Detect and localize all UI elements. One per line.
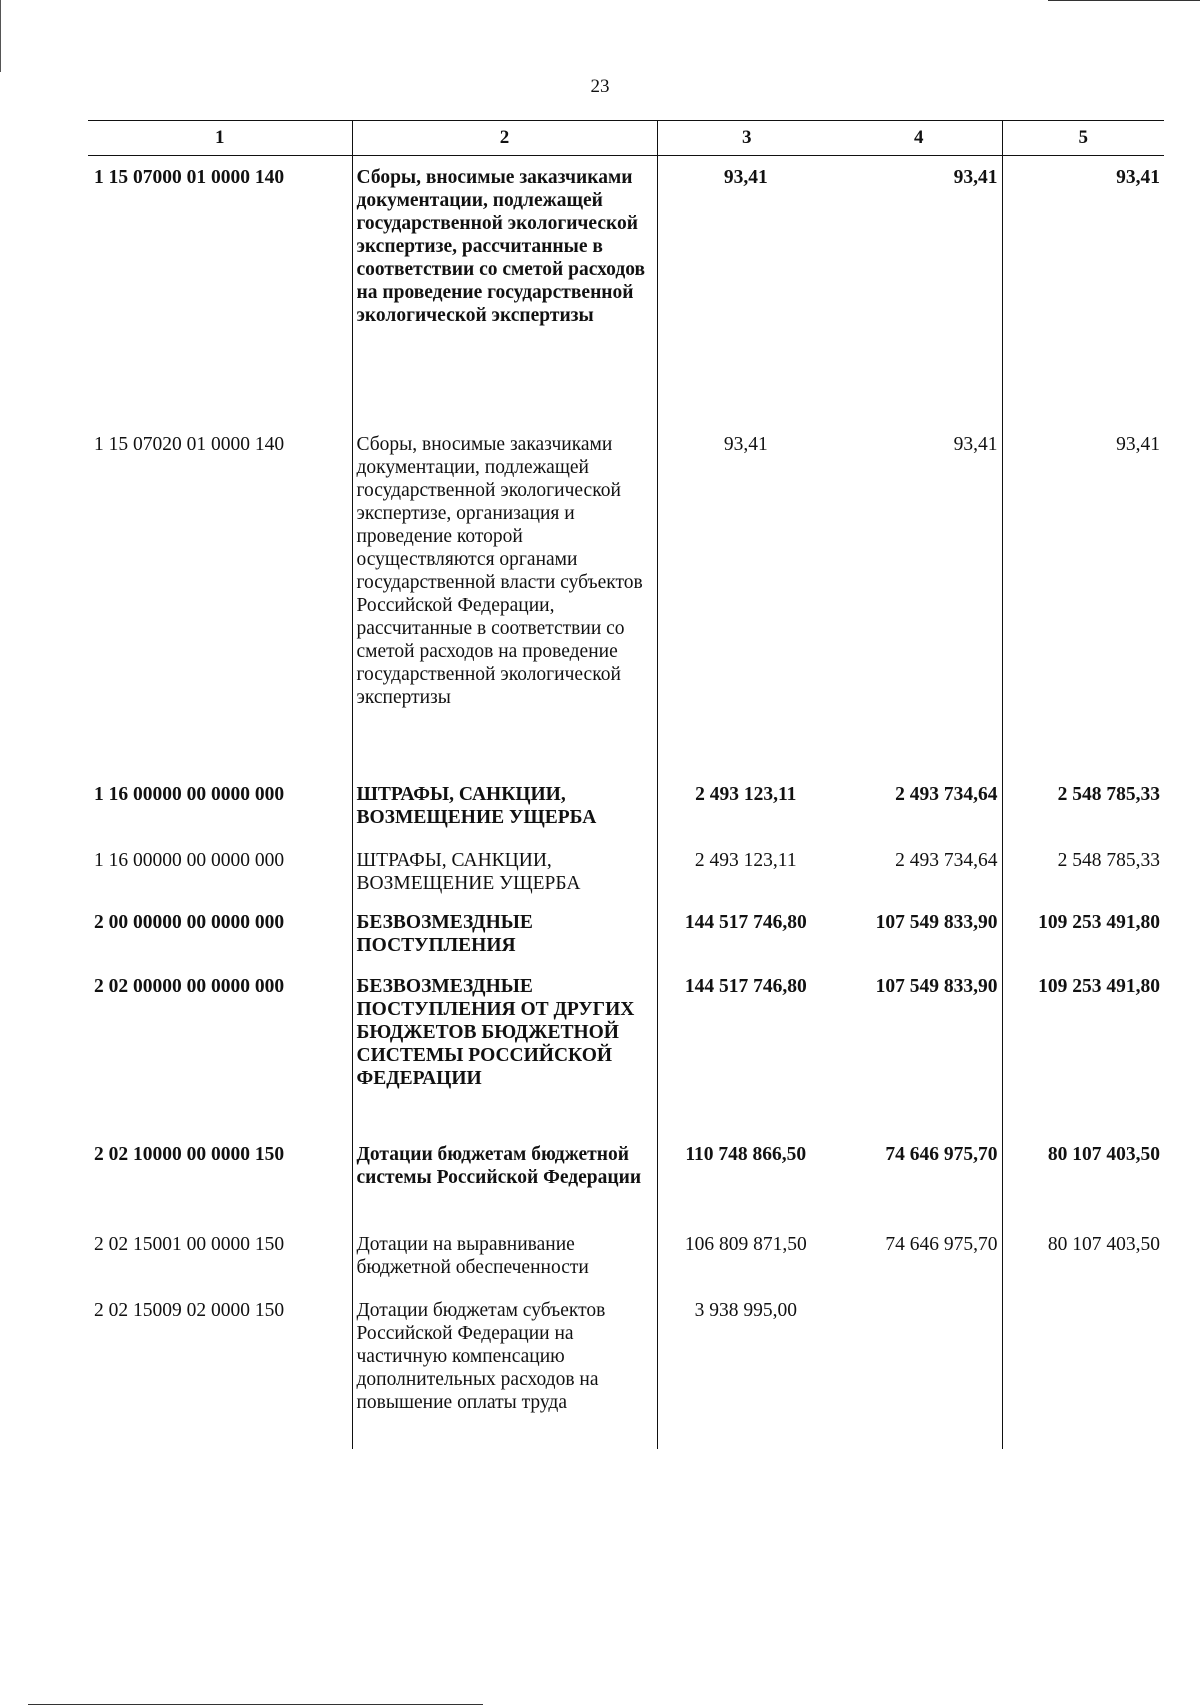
row-value-4: 2 493 734,64: [895, 850, 998, 871]
row-name: Сборы, вносимые заказчиками документации, подлежащей государственной экологической экспертизе, организация и проведение которой осуществляются органами государственной власти субъектов Российской Федерации, рассчитанные в соответствии со сметой расходов на проведение государственной экологической экспертизы: [352, 431, 657, 781]
row-name: Сборы, вносимые заказчиками документации, подлежащей государственной экологической экспертизе, рассчитанные в соответствии со сметой расходов на проведение государственной экологической экспертизы: [352, 156, 657, 432]
row-value-4: 2 493 734,64: [895, 784, 998, 805]
row-value-5: 2 548 785,33: [1002, 781, 1164, 847]
row-value-4: 74 646 975,70: [885, 1144, 998, 1165]
table-row: [88, 1141, 1164, 1231]
scan-top-line: [1048, 0, 1200, 1]
table-row: [88, 1297, 1164, 1449]
column-header-2: 2: [352, 121, 657, 156]
budget-revenue-table: [88, 120, 1164, 1449]
column-header-4: 4: [836, 121, 1002, 156]
row-code: 1 15 07020 01 0000 140: [94, 434, 285, 455]
column-header-3: 3: [657, 121, 836, 156]
row-name: БЕЗВОЗМЕЗДНЫЕ ПОСТУПЛЕНИЯ: [352, 909, 657, 973]
row-value-5: 80 107 403,50: [1002, 1231, 1164, 1297]
row-code: 2 02 15001 00 0000 150: [94, 1234, 285, 1255]
row-code: 2 02 00000 00 0000 000: [94, 976, 285, 997]
row-value-3: 2 493 123,11: [657, 781, 836, 847]
row-value-4: [836, 1297, 1002, 1449]
row-code: 2 02 10000 00 0000 150: [94, 1144, 285, 1165]
row-value-5: 109 253 491,80: [1002, 973, 1164, 1141]
row-value-3: 110 748 866,50: [657, 1141, 836, 1231]
row-value-3: 2 493 123,11: [657, 847, 836, 909]
row-name: ШТРАФЫ, САНКЦИИ, ВОЗМЕЩЕНИЕ УЩЕРБА: [352, 781, 657, 847]
scan-bottom-line: [28, 1704, 483, 1705]
table-row: [88, 431, 1164, 781]
table-row: [88, 847, 1164, 909]
scan-left-edge-line: [0, 0, 1, 72]
table-header-row: [88, 121, 1164, 156]
row-value-5: 80 107 403,50: [1002, 1141, 1164, 1231]
row-name: ШТРАФЫ, САНКЦИИ, ВОЗМЕЩЕНИЕ УЩЕРБА: [352, 847, 657, 909]
table-row: [88, 909, 1164, 973]
table-row: [88, 156, 1164, 432]
row-value-5: 109 253 491,80: [1002, 909, 1164, 973]
row-code: 1 16 00000 00 0000 000: [94, 850, 285, 871]
column-header-5: 5: [1002, 121, 1164, 156]
page-number: 23: [590, 76, 610, 97]
row-value-3: 93,41: [657, 431, 836, 781]
row-value-3: 144 517 746,80: [657, 909, 836, 973]
row-name: Дотации бюджетам бюджетной системы Российской Федерации: [352, 1141, 657, 1231]
row-code: 1 15 07000 01 0000 140: [94, 167, 285, 188]
column-header-1: 1: [88, 121, 352, 156]
row-name: Дотации на выравнивание бюджетной обеспеченности: [352, 1231, 657, 1297]
row-value-5: 2 548 785,33: [1002, 847, 1164, 909]
row-value-4: 93,41: [953, 167, 998, 188]
row-value-3: 3 938 995,00: [657, 1297, 836, 1449]
row-code: 2 02 15009 02 0000 150: [94, 1300, 285, 1321]
row-code: 2 00 00000 00 0000 000: [94, 912, 285, 933]
row-value-5: [1002, 1297, 1164, 1449]
row-value-5: 93,41: [1002, 431, 1164, 781]
table-row: [88, 973, 1164, 1141]
table-row: [88, 781, 1164, 847]
row-name: Дотации бюджетам субъектов Российской Федерации на частичную компенсацию дополнительных расходов на повышение оплаты труда: [352, 1297, 657, 1449]
row-value-3: 144 517 746,80: [657, 973, 836, 1141]
row-value-3: 93,41: [657, 156, 836, 432]
row-value-4: 74 646 975,70: [885, 1234, 998, 1255]
row-value-3: 106 809 871,50: [657, 1231, 836, 1297]
table-row: [88, 1231, 1164, 1297]
row-value-4: 107 549 833,90: [875, 976, 998, 997]
row-value-4: 93,41: [953, 434, 998, 455]
row-value-4: 107 549 833,90: [875, 912, 998, 933]
row-code: 1 16 00000 00 0000 000: [94, 784, 285, 805]
row-value-5: 93,41: [1002, 156, 1164, 432]
row-name: БЕЗВОЗМЕЗДНЫЕ ПОСТУПЛЕНИЯ ОТ ДРУГИХ БЮДЖЕТОВ БЮДЖЕТНОЙ СИСТЕМЫ РОССИЙСКОЙ ФЕДЕРАЦИИ: [352, 973, 657, 1141]
